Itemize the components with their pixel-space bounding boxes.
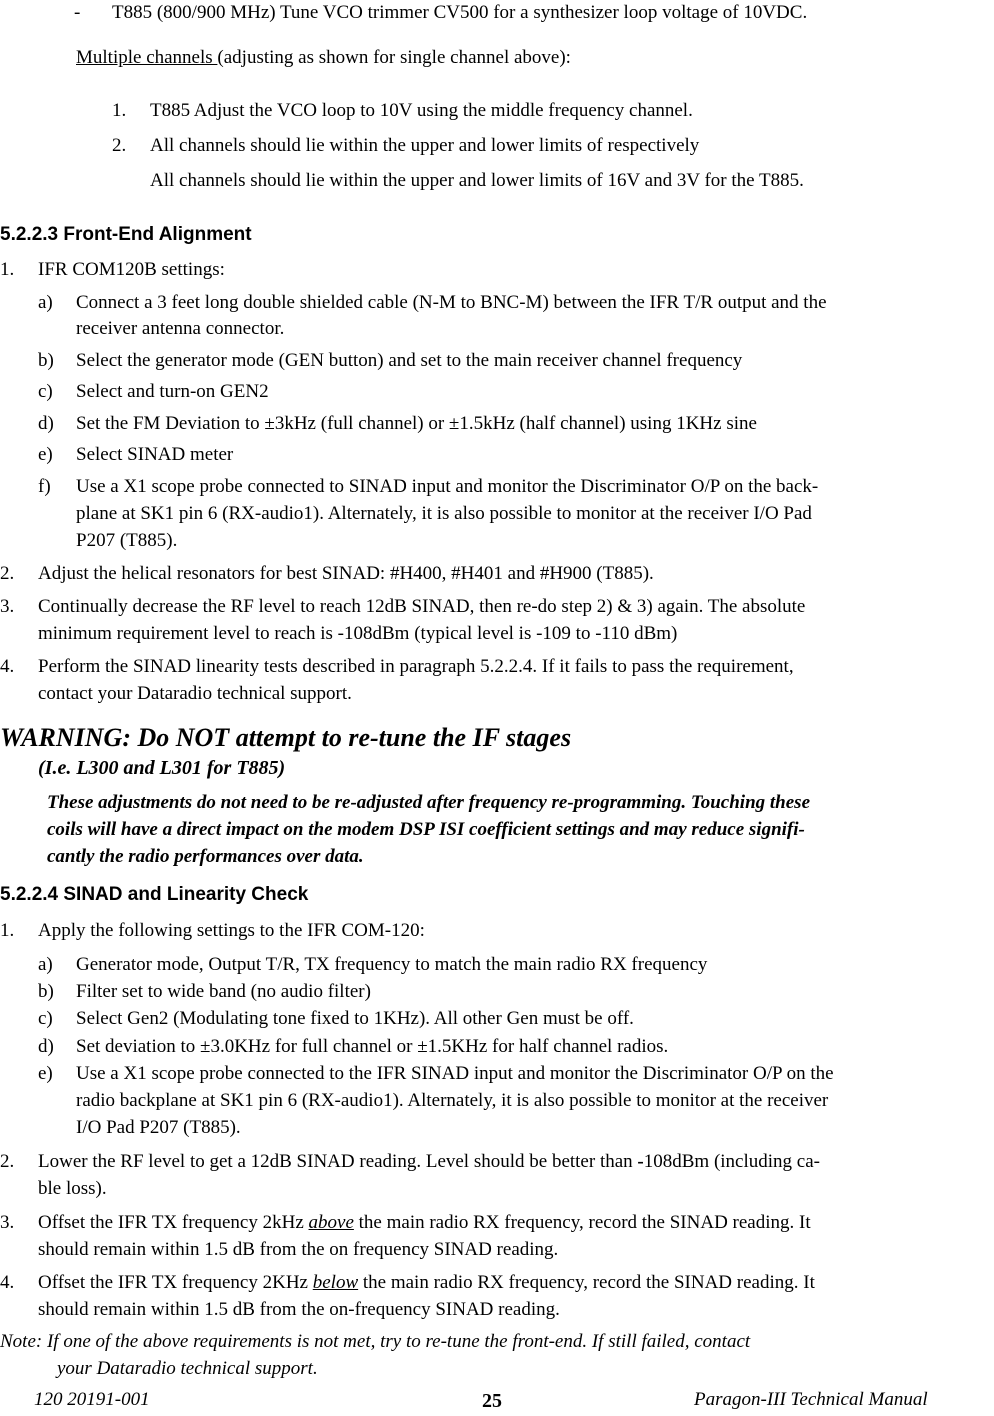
step-number: 1.: [0, 920, 15, 941]
sub-item: Generator mode, Output T/R, TX frequency to match the main radio RX frequency: [76, 954, 708, 975]
warning-body-line: coils will have a direct impact on the modem DSP ISI coefficient settings and may reduce signifi-: [47, 819, 805, 840]
sub-item: Select SINAD meter: [76, 444, 234, 465]
footer-page-number: 25: [482, 1390, 502, 1412]
step-text: [38, 1272, 815, 1294]
sub-letter: a): [38, 292, 53, 313]
step-number: 2.: [0, 563, 15, 584]
step-text-part: 108dBm (including ca-: [643, 1151, 820, 1172]
sub-letter: c): [38, 1008, 53, 1029]
sub-item: Connect a 3 feet long double shielded cable (N-M to BNC-M) between the IFR T/R output and the: [76, 292, 827, 313]
step-text: ble loss).: [38, 1178, 107, 1199]
sub-letter: c): [38, 381, 53, 402]
multiple-channels-desc: (adjusting as shown for single channel above):: [217, 47, 571, 68]
emphasis-below: below: [312, 1272, 359, 1293]
section-heading-front-end: 5.2.2.3 Front-End Alignment: [0, 224, 252, 245]
list-number: 1.: [112, 100, 127, 121]
sub-item: Select Gen2 (Modulating tone fixed to 1KHz). All other Gen must be off.: [76, 1008, 634, 1029]
sub-item: Select and turn-on GEN2: [76, 381, 269, 402]
step-number: 3.: [0, 596, 15, 617]
step-number: 4.: [0, 1272, 15, 1293]
dash-bullet: -: [74, 2, 81, 23]
step-text: should remain within 1.5 dB from the on frequency SINAD reading.: [38, 1239, 559, 1260]
sub-item: receiver antenna connector.: [76, 318, 285, 339]
bold-minus: -: [637, 1151, 644, 1172]
multiple-channels-label: Multiple channels: [76, 47, 218, 68]
warning-body-line: cantly the radio performances over data.: [47, 846, 364, 867]
step-number: 3.: [0, 1212, 15, 1233]
sub-item: P207 (T885).: [76, 530, 178, 551]
multiple-channels-line: [76, 47, 571, 69]
step-text: Apply the following settings to the IFR COM-120:: [38, 920, 425, 941]
sub-item: Select the generator mode (GEN button) and set to the main receiver channel frequency: [76, 350, 743, 371]
step-text: minimum requirement level to reach is -108dBm (typical level is -109 to -110 dBm): [38, 623, 678, 644]
sub-letter: f): [38, 476, 51, 497]
sub-item: Filter set to wide band (no audio filter): [76, 981, 371, 1002]
note-line: Note: If one of the above requirements is not met, try to re-tune the front-end. If still failed, contact: [0, 1331, 751, 1352]
list-item: All channels should lie within the upper and lower limits of respectively: [150, 135, 700, 156]
step-text-part: the main radio RX frequency, record the SINAD reading. It: [353, 1212, 811, 1233]
sub-letter: e): [38, 444, 53, 465]
list-item-continuation: All channels should lie within the upper and lower limits of 16V and 3V for the T885.: [150, 170, 804, 191]
sub-letter: b): [38, 350, 54, 371]
sub-item: Use a X1 scope probe connected to the IFR SINAD input and monitor the Discriminator O/P on the: [76, 1063, 834, 1084]
sub-item: Use a X1 scope probe connected to SINAD input and monitor the Discriminator O/P on the back-: [76, 476, 819, 497]
sub-letter: e): [38, 1063, 53, 1084]
step-text-part: the main radio RX frequency, record the SINAD reading. It: [358, 1272, 815, 1293]
step-number: 4.: [0, 656, 15, 677]
step-text: should remain within 1.5 dB from the on-frequency SINAD reading.: [38, 1299, 560, 1320]
step-text: Adjust the helical resonators for best SINAD: #H400, #H401 and #H900 (T885).: [38, 563, 654, 584]
step-text: IFR COM120B settings:: [38, 259, 225, 280]
step-text: [38, 1151, 820, 1173]
step-text: Continually decrease the RF level to reach 12dB SINAD, then re-do step 2) & 3) again. The absolute: [38, 596, 806, 617]
step-text-part: Offset the IFR TX frequency 2kHz: [38, 1212, 309, 1233]
sub-letter: b): [38, 981, 54, 1002]
footer-manual-title: Paragon-III Technical Manual: [694, 1389, 928, 1410]
step-text-part: Lower the RF level to get a 12dB SINAD reading. Level should be better than: [38, 1151, 638, 1172]
list-number: 2.: [112, 135, 127, 156]
step-number: 2.: [0, 1151, 15, 1172]
list-item: T885 Adjust the VCO loop to 10V using the middle frequency channel.: [150, 100, 693, 121]
t885-vco-line: T885 (800/900 MHz) Tune VCO trimmer CV500 for a synthesizer loop voltage of 10VDC.: [112, 2, 808, 23]
sub-item: radio backplane at SK1 pin 6 (RX-audio1). Alternately, it is also possible to monitor at the receiver: [76, 1090, 829, 1111]
sub-item: Set deviation to ±3.0KHz for full channel or ±1.5KHz for half channel radios.: [76, 1036, 669, 1057]
sub-letter: d): [38, 413, 54, 434]
step-text: [38, 1212, 811, 1234]
section-heading-sinad: 5.2.2.4 SINAD and Linearity Check: [0, 884, 309, 905]
step-text-part: Offset the IFR TX frequency 2KHz: [38, 1272, 313, 1293]
footer-doc-number: 120 20191-001: [34, 1389, 150, 1410]
sub-item: plane at SK1 pin 6 (RX-audio1). Alternately, it is also possible to monitor at the receiver I/O Pad: [76, 503, 812, 524]
sub-item: Set the FM Deviation to ±3kHz (full channel) or ±1.5kHz (half channel) using 1KHz sine: [76, 413, 757, 434]
warning-subtitle: (I.e. L300 and L301 for T885): [38, 757, 286, 779]
warning-body-line: These adjustments do not need to be re-adjusted after frequency re-programming. Touching these: [47, 792, 810, 813]
note-line: your Dataradio technical support.: [57, 1358, 318, 1379]
step-text: Perform the SINAD linearity tests described in paragraph 5.2.2.4. If it fails to pass the requirement,: [38, 656, 794, 677]
warning-title: WARNING: Do NOT attempt to re-tune the IF stages: [0, 723, 572, 752]
sub-item: I/O Pad P207 (T885).: [76, 1117, 241, 1138]
emphasis-above: above: [308, 1212, 354, 1233]
sub-letter: d): [38, 1036, 54, 1057]
step-text: contact your Dataradio technical support.: [38, 683, 352, 704]
sub-letter: a): [38, 954, 53, 975]
step-number: 1.: [0, 259, 15, 280]
